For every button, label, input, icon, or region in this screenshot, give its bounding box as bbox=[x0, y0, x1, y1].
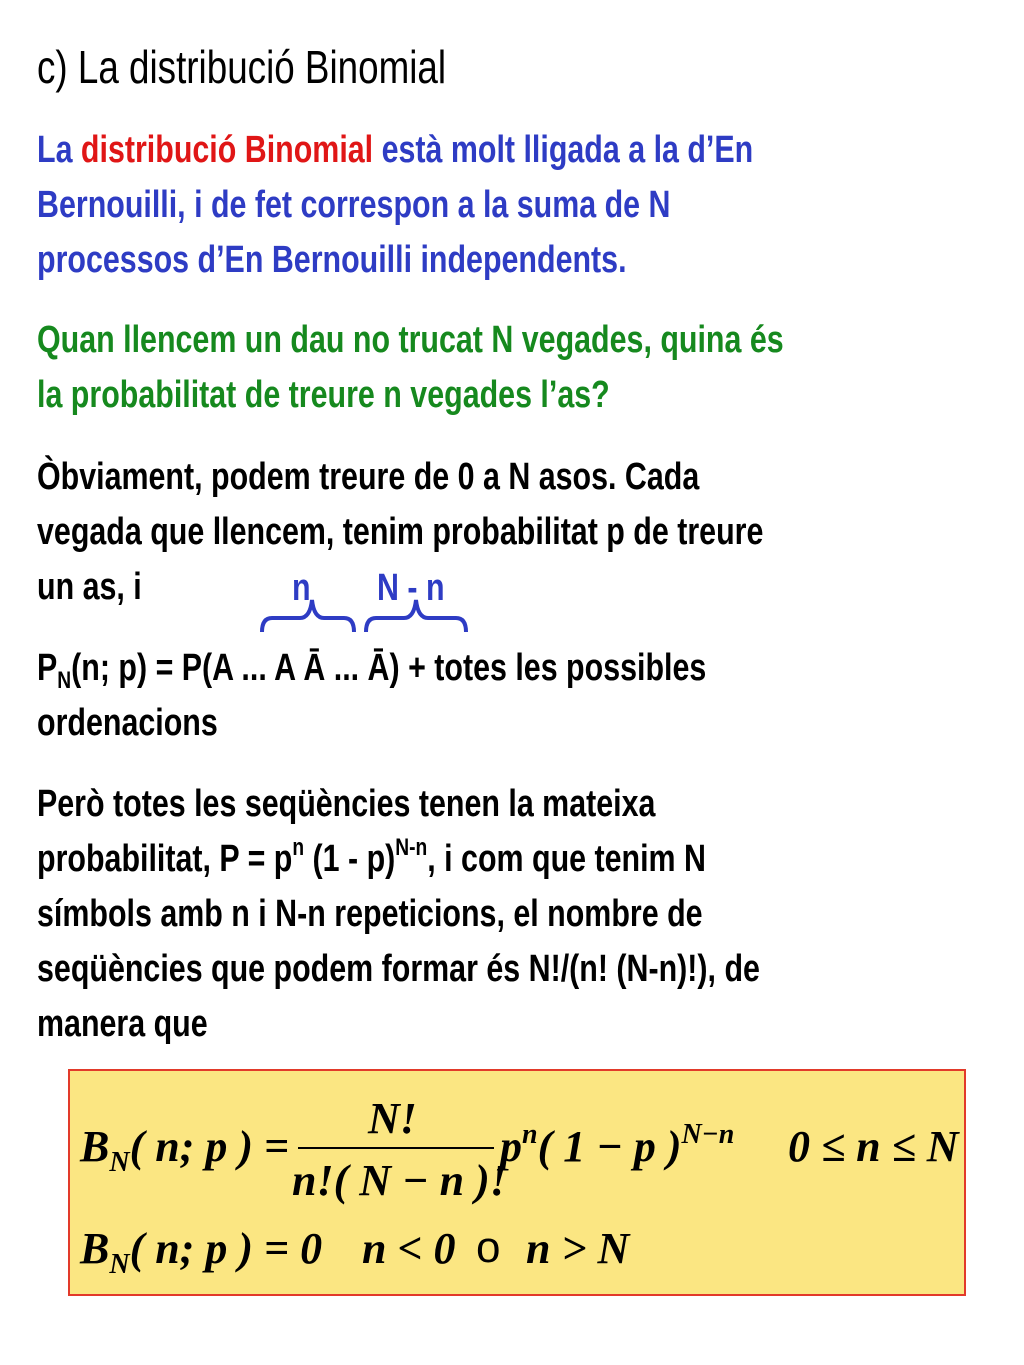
conclusion-text: probabilitat, P = p bbox=[37, 838, 293, 880]
explanation-line-1: Òbviament, podem treure de 0 a N asos. Cada bbox=[37, 456, 700, 498]
brace-label-n: n bbox=[292, 567, 311, 609]
question-paragraph bbox=[37, 313, 784, 423]
formula2-b-subscript: N bbox=[109, 1249, 130, 1280]
conclusion-text: (1 - p) bbox=[304, 838, 396, 880]
p-subscript: N bbox=[57, 667, 72, 694]
fraction-line bbox=[298, 1147, 494, 1149]
conclusion-line-3: símbols amb n i N-n repeticions, el nombre de bbox=[37, 893, 703, 935]
formula2-lhs bbox=[80, 1223, 323, 1280]
formula2-condition-1: n < 0 bbox=[362, 1224, 456, 1273]
formula2-b-symbol: B bbox=[80, 1224, 110, 1273]
formula-box bbox=[68, 1069, 966, 1296]
p-symbol: P bbox=[37, 647, 58, 689]
formula-b-subscript: N bbox=[109, 1147, 130, 1178]
brace-graphic bbox=[258, 592, 474, 640]
probability-text: (n; p) = P(A ... A Ā ... Ā) + totes les possibles bbox=[71, 647, 707, 689]
formula-args: ( n; p ) = bbox=[129, 1122, 290, 1171]
conclusion-line-2 bbox=[37, 832, 760, 887]
formula2-args: ( n; p ) = 0 bbox=[129, 1224, 323, 1273]
formula-complement-exponent: N−n bbox=[681, 1119, 735, 1150]
formula-range: 0 ≤ n ≤ N bbox=[788, 1122, 959, 1171]
question-line-2: la probabilitat de treure n vegades l’as? bbox=[37, 374, 610, 416]
probability-statement bbox=[37, 641, 706, 751]
brace-label-n-minus-n: N - n bbox=[377, 567, 445, 609]
conclusion-line-4: seqüències que podem formar és N!/(n! (N-n)!), de bbox=[37, 948, 760, 990]
exponent-n: n bbox=[292, 834, 305, 861]
formula-b-symbol: B bbox=[80, 1122, 110, 1171]
formula-numerator: N! bbox=[368, 1094, 417, 1143]
formula-p-exponent: n bbox=[522, 1119, 538, 1150]
conclusion-text: , i com que tenim N bbox=[427, 838, 706, 880]
formula-complement: ( 1 − p ) bbox=[537, 1122, 682, 1171]
probability-line-1 bbox=[37, 641, 706, 696]
intro-line-1 bbox=[37, 123, 753, 178]
formula-p: p bbox=[500, 1122, 522, 1171]
conclusion-line-5: manera que bbox=[37, 1003, 208, 1045]
probability-line-2: ordenacions bbox=[37, 702, 218, 744]
highlight-term: distribució Binomial bbox=[80, 129, 374, 171]
brace-right bbox=[366, 600, 466, 632]
explanation-line-3: un as, i bbox=[37, 566, 142, 608]
question-line-1: Quan llencem un dau no trucat N vegades, quina és bbox=[37, 319, 784, 361]
formula2-or: o bbox=[476, 1223, 501, 1272]
conclusion-paragraph bbox=[37, 777, 760, 1052]
intro-paragraph bbox=[37, 123, 753, 288]
intro-line-2: Bernouilli, i de fet correspon a la suma de N bbox=[37, 184, 671, 226]
brace-left bbox=[262, 600, 354, 632]
formula2-condition-2: n > N bbox=[526, 1224, 630, 1273]
formula-lhs bbox=[80, 1121, 290, 1178]
exponent-n-minus-n: N-n bbox=[395, 834, 428, 861]
intro-text: La bbox=[37, 129, 81, 171]
intro-text: està molt lligada a la d’En bbox=[373, 129, 754, 171]
formula-rhs bbox=[500, 1121, 734, 1172]
formula-denominator: n!( N − n )! bbox=[292, 1156, 507, 1205]
conclusion-line-1: Però totes les seqüències tenen la mateixa bbox=[37, 783, 656, 825]
intro-line-3: processos d’En Bernouilli independents. bbox=[37, 239, 627, 281]
explanation-line-2: vegada que llencem, tenim probabilitat p de treure bbox=[37, 511, 764, 553]
page-title: c) La distribució Binomial bbox=[37, 41, 447, 93]
